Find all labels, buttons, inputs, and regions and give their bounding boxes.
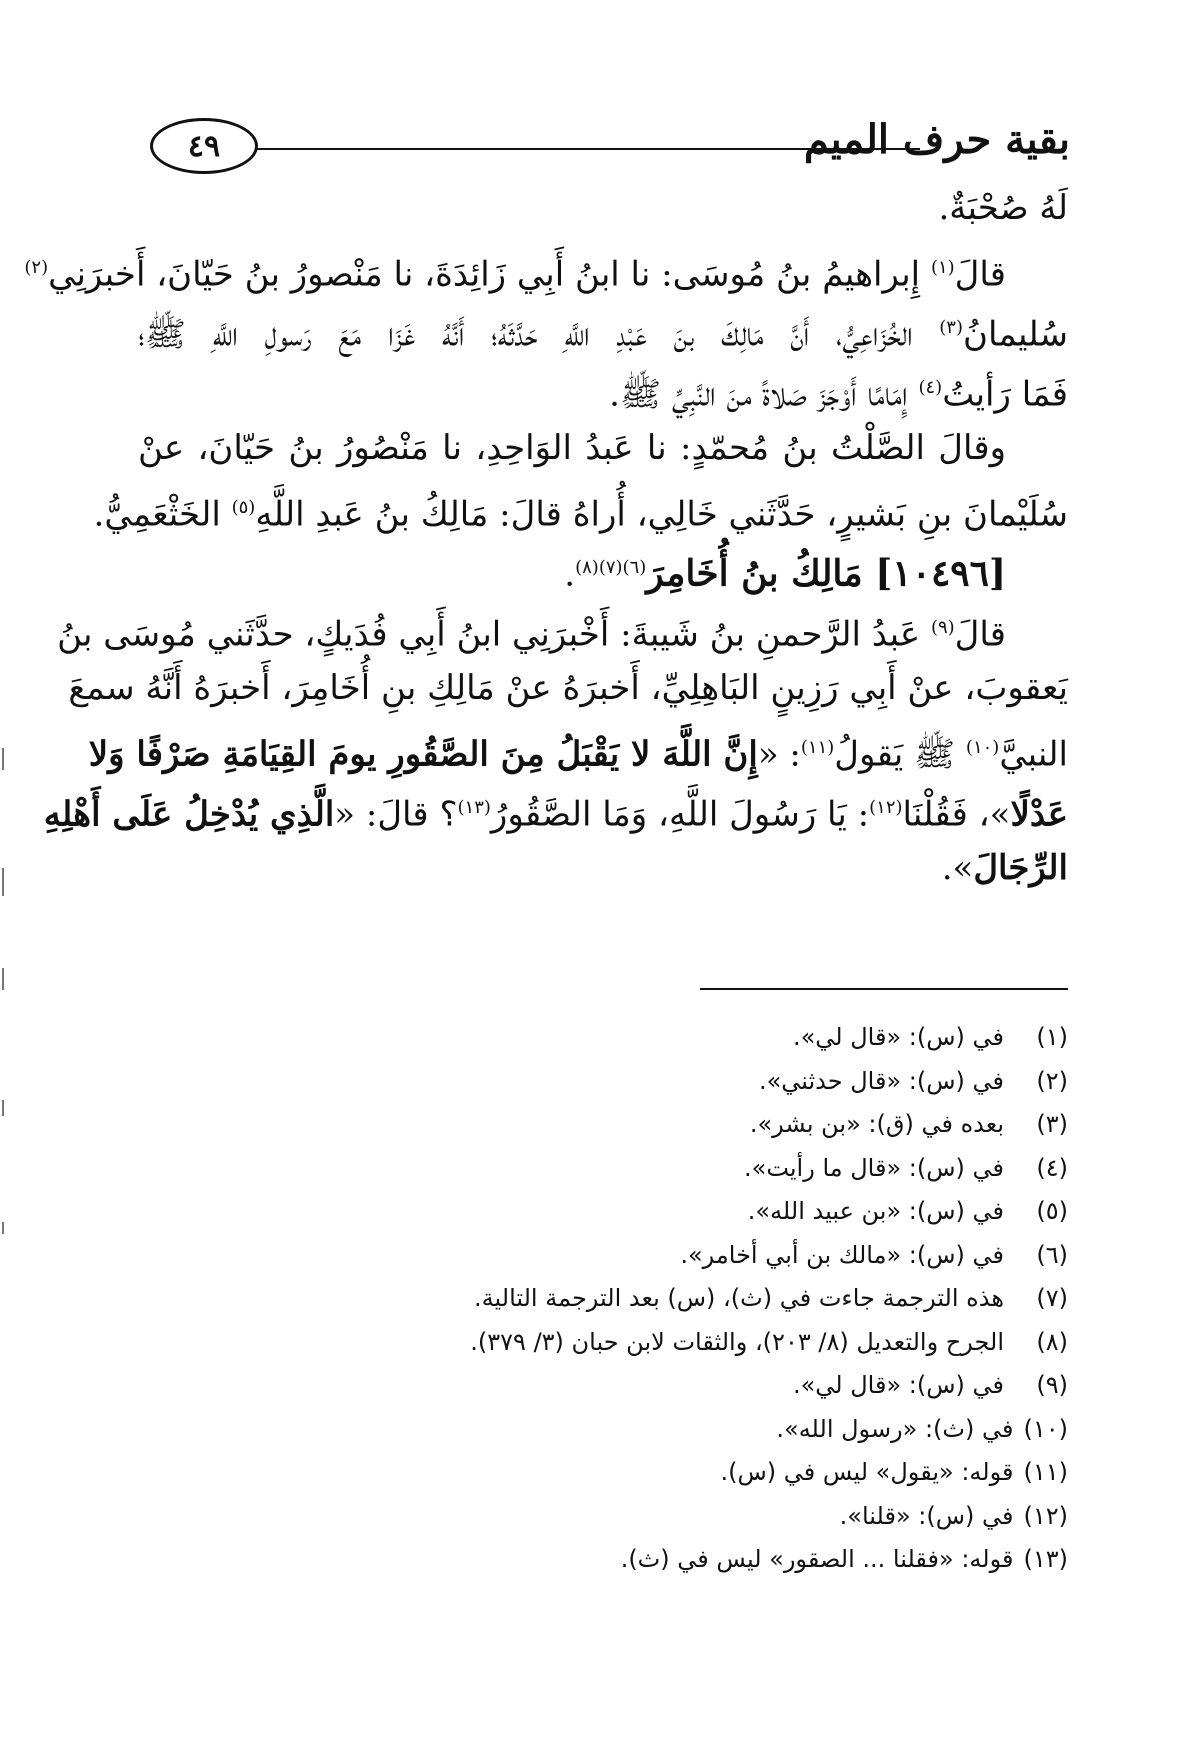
page-number xyxy=(150,118,258,174)
text-span: سُلَيْمانَ بنِ بَشيرٍ، حَدَّثَني خَالِي، أُراهُ قالَ: مَالِكُ بنُ عَبدِ اللَّهِ xyxy=(255,494,1068,535)
footnote xyxy=(138,1147,1068,1191)
footnote-marker: (١٣) xyxy=(457,797,491,818)
text-line xyxy=(138,418,1068,478)
footnote-separator xyxy=(700,988,1068,990)
text-span: : « xyxy=(757,734,801,775)
entry-title: [١٠٤٩٦] مَالِكُ بنُ أُخَامِرَ xyxy=(646,552,1006,595)
footnote-text: في (س): «قال لي». xyxy=(792,1023,1004,1051)
text-line xyxy=(138,298,1068,358)
footnote-text: بعده في (ق): «بن بشر». xyxy=(749,1110,1004,1138)
text-line xyxy=(43,778,1068,838)
footnote-text: هذه الترجمة جاءت في (ث)، (س) بعد الترجمة التالية. xyxy=(474,1284,1004,1312)
footnote xyxy=(138,1234,1068,1278)
footnote-marker: (١٠) xyxy=(965,737,1000,758)
footnote xyxy=(138,1495,1068,1539)
footnote xyxy=(138,1451,1068,1495)
page-number-text: ٤٩ xyxy=(187,128,221,164)
footnote-number: (١٠) xyxy=(1023,1414,1068,1443)
text-span: ؟ قالَ: « xyxy=(334,794,458,835)
footnote-marker: (١٢) xyxy=(869,797,903,818)
footnote-number: (٦) xyxy=(1036,1240,1068,1269)
text-span: إِمَامًا أَوْجَزَ صَلاةً منَ النَّبِيِّ ﷺ. xyxy=(609,374,919,415)
footnote-text: في (س): «قال حدثني». xyxy=(758,1066,1004,1095)
text-span: سُليمانُ xyxy=(963,314,1068,355)
footnote-text: في (س): «قال ما رأيت». xyxy=(744,1153,1004,1182)
text-line xyxy=(93,478,1068,538)
footnote-number: (٤) xyxy=(1036,1153,1068,1182)
text-span: »، فَقُلْنَا xyxy=(902,794,1011,835)
footnote-text: الجرح والتعديل (٨/ ٢٠٣)، والثقات لابن حبان (٣/ ٣٧٩). xyxy=(470,1327,1004,1356)
footnote-marker: (١) xyxy=(930,257,955,278)
hadith-text: الَّذِي يُدْخِلُ عَلَى أَهْلِهِ xyxy=(43,794,335,835)
text-span: قالَ xyxy=(954,254,1006,295)
running-header xyxy=(150,112,1070,182)
footnote xyxy=(138,1103,1068,1147)
scan-mark xyxy=(2,748,4,770)
footnote xyxy=(138,1408,1068,1452)
footnote-number: (٣) xyxy=(1036,1110,1068,1138)
footnote-marker: (٥) xyxy=(231,497,256,518)
text-span: عَبدُ الرَّحمنِ بنُ شَيبةَ: أَخْبرَنِي ابنُ أَبِي فُدَيكٍ، حدَّثَني مُوسَى بنُ xyxy=(57,614,931,655)
text-line xyxy=(138,358,1068,418)
footnote xyxy=(138,1190,1068,1234)
main-text xyxy=(24,178,1068,898)
footnote-number: (٢) xyxy=(1036,1066,1068,1095)
entry-heading xyxy=(138,538,1068,598)
text-line xyxy=(57,598,1068,658)
scan-mark xyxy=(2,868,4,896)
footnote-number: (١) xyxy=(1036,1023,1068,1051)
hadith-text: الرِّجَالَ xyxy=(973,848,1068,888)
hadith-text: عَدْلًا xyxy=(1010,794,1068,835)
header-rule xyxy=(255,148,920,150)
footnote xyxy=(138,1321,1068,1365)
scan-mark xyxy=(2,1100,4,1116)
text-span: ». xyxy=(941,848,974,888)
text-span: وقالَ الصَّلْتُ بنُ مُحمّدٍ: نا عَبدُ الوَاحِدِ، نا مَنْصُورُ بنُ حَيّانَ، عنْ xyxy=(138,428,1006,468)
running-title: بقية حرف الميم xyxy=(803,116,1070,163)
footnote-text: قوله: «فقلنا ... الصقور» ليس في (ث). xyxy=(620,1545,1014,1573)
text-line xyxy=(138,838,1068,898)
footnote-number: (١٣) xyxy=(1023,1545,1068,1573)
hadith-text: إِنَّ اللَّهَ لا يَقْبَلُ مِنَ الصَّقُورِ يومَ القِيَامَةِ صَرْفًا وَلا xyxy=(88,734,758,775)
text-line xyxy=(68,658,1068,718)
text-span: فَمَا رَأيتُ xyxy=(942,374,1068,415)
footnote-marker: (٩) xyxy=(930,617,955,638)
scan-mark xyxy=(2,1222,4,1234)
footnote xyxy=(138,1016,1068,1060)
text-line xyxy=(88,718,1068,778)
footnote xyxy=(138,1277,1068,1321)
footnote-marker: (٦)(٧)(٨) xyxy=(575,557,647,578)
footnote-number: (٥) xyxy=(1036,1197,1068,1225)
footnote xyxy=(138,1538,1068,1582)
text-span: الخُزَاعِيُّ، أَنَّ مَالِكَ بنَ عَبْدِ اللَّهِ حَدَّثَهُ؛ أَنَّهُ غَزَا مَعَ رَسولِ اللَّهِ ﷺ؛ xyxy=(138,314,940,355)
footnote-marker: (٤) xyxy=(918,377,943,398)
footnote-number: (٩) xyxy=(1036,1371,1068,1399)
footnote-text: في (س): «قال لي». xyxy=(792,1371,1004,1399)
footnote-text: في (س): «مالك بن أبي أخامر». xyxy=(680,1240,1004,1269)
text-line xyxy=(24,238,1068,298)
text-span: : يَا رَسُولَ اللَّهِ، وَمَا الصَّقُورُ xyxy=(490,794,870,835)
footnote-number: (١١) xyxy=(1023,1458,1068,1486)
footnote-text: في (ث): «رسول الله». xyxy=(776,1414,1014,1443)
footnote-marker: (٢) xyxy=(24,257,49,278)
footnote xyxy=(138,1364,1068,1408)
footnote xyxy=(138,1060,1068,1104)
text-span: النبيَّ xyxy=(999,734,1068,775)
footnote-number: (٧) xyxy=(1036,1284,1068,1312)
scan-mark xyxy=(2,968,4,990)
text-span: يَعقوبَ، عنْ أَبِي رَزِينٍ البَاهِلِيِّ، أَخبرَهُ عنْ مَالِكِ بنِ أُخَامِرَ، أَخبرَهُ أَنَّهُ سمعَ xyxy=(68,668,1068,708)
text-span: الخَثْعَمِيُّ. xyxy=(93,494,232,535)
text-line xyxy=(138,178,1068,238)
footnote-marker: (١١) xyxy=(800,737,835,758)
text-span: لَهُ صُحْبَةٌ. xyxy=(938,188,1068,228)
footnote-marker: (٣) xyxy=(939,317,963,338)
text-span: قالَ xyxy=(954,614,1006,655)
footnote-number: (٨) xyxy=(1036,1327,1068,1356)
footnote-text: قوله: «يقول» ليس في (س). xyxy=(720,1458,1014,1486)
footnote-number: (١٢) xyxy=(1023,1501,1068,1530)
footnote-text: في (س): «قلنا». xyxy=(839,1501,1014,1530)
text-span: . xyxy=(564,554,576,595)
footnotes xyxy=(138,1016,1068,1582)
footnote-text: في (س): «بن عبيد الله». xyxy=(747,1197,1004,1225)
text-span: إِبراهيمُ بنُ مُوسَى: نا ابنُ أَبِي زَائِدَةَ، نا مَنْصورُ بنُ حَيّانَ، أَخبرَنِي xyxy=(48,254,931,295)
text-span: ﷺ يَقولُ xyxy=(834,734,966,775)
